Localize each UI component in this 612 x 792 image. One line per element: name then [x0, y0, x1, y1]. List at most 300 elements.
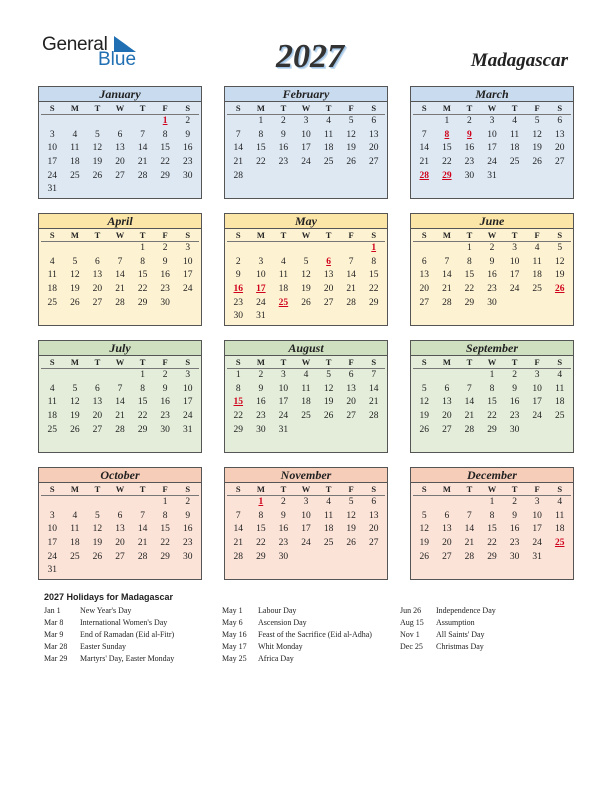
day-cell: 21	[464, 538, 475, 549]
day-cell: 23	[233, 297, 244, 308]
day-cell: 7	[235, 510, 241, 521]
holiday-date: Mar 8	[44, 618, 64, 627]
day-cell: 3	[303, 116, 309, 126]
day-cell: 17	[487, 143, 497, 154]
day-cell: 2	[281, 116, 286, 126]
day-cell: 22	[137, 411, 148, 422]
empty-cell	[436, 369, 459, 383]
day-cell: 19	[419, 411, 430, 422]
day-cell: 26	[346, 538, 356, 549]
month-name: October	[39, 468, 201, 483]
day-cell: 26	[70, 424, 80, 435]
month-name: January	[39, 87, 201, 102]
month-july	[38, 340, 202, 453]
month-name: July	[39, 341, 201, 356]
day-cell: 14	[346, 270, 356, 281]
holiday-name: Africa Day	[258, 654, 294, 663]
day-cell: 20	[368, 143, 379, 154]
weekday-header: T	[131, 356, 154, 369]
empty-cell	[295, 242, 318, 256]
day-cell: 20	[92, 284, 103, 295]
day-cell: 3	[258, 256, 264, 267]
day-cell: 10	[532, 510, 542, 521]
day-cell: 6	[557, 116, 563, 126]
day-grid	[225, 483, 387, 564]
day-cell: 18	[509, 143, 520, 154]
day-cell: 14	[233, 143, 244, 154]
holiday-day-cell: 25	[278, 297, 289, 308]
weekday-header: M	[250, 356, 273, 369]
day-cell: 6	[371, 116, 377, 126]
day-cell: 13	[442, 397, 452, 408]
holiday-day-cell: 1	[371, 243, 377, 253]
weekday-header: F	[526, 229, 549, 242]
day-cell: 13	[92, 397, 103, 408]
day-cell: 15	[256, 143, 266, 154]
day-cell: 6	[95, 256, 100, 267]
day-cell: 22	[487, 538, 497, 549]
day-cell: 7	[117, 383, 123, 394]
weekday-header: S	[362, 483, 385, 496]
day-cell: 12	[323, 383, 334, 394]
month-name: April	[39, 214, 201, 229]
day-cell: 8	[371, 256, 377, 267]
weekday-header: T	[503, 229, 526, 242]
empty-cell	[86, 242, 109, 256]
day-cell: 29	[137, 424, 148, 435]
day-cell: 14	[137, 143, 148, 154]
day-cell: 21	[233, 538, 244, 549]
day-cell: 27	[346, 411, 356, 422]
day-cell: 17	[509, 270, 520, 281]
day-grid	[39, 102, 201, 197]
day-cell: 13	[323, 270, 334, 281]
weekday-header: M	[436, 483, 459, 496]
holiday-column	[44, 605, 174, 665]
day-cell: 31	[532, 551, 542, 562]
day-cell: 15	[464, 270, 475, 281]
day-cell: 12	[70, 397, 80, 408]
month-name: August	[225, 341, 387, 356]
day-cell: 11	[509, 129, 520, 140]
holiday-day-cell: 15	[233, 397, 244, 408]
weekday-header: T	[503, 483, 526, 496]
empty-cell	[458, 369, 481, 383]
day-cell: 15	[487, 524, 497, 535]
day-cell: 5	[95, 129, 100, 140]
day-cell: 19	[70, 284, 80, 295]
day-cell: 4	[281, 256, 286, 267]
day-cell: 26	[323, 411, 334, 422]
day-cell: 17	[532, 397, 542, 408]
holiday-day-cell: 28	[419, 170, 430, 181]
weekday-header: W	[109, 483, 132, 496]
holiday-column	[400, 605, 496, 653]
day-cell: 27	[92, 297, 103, 308]
day-cell: 7	[140, 129, 145, 140]
day-cell: 17	[47, 157, 58, 168]
logo-blue-text: Blue	[98, 49, 137, 70]
weekday-header: M	[64, 229, 87, 242]
day-cell: 4	[534, 243, 540, 253]
day-cell: 6	[444, 510, 450, 521]
day-cell: 28	[137, 551, 148, 562]
day-cell: 23	[160, 284, 170, 295]
day-cell: 17	[532, 524, 542, 535]
day-cell: 24	[278, 411, 289, 422]
weekday-header: W	[481, 356, 504, 369]
day-cell: 23	[182, 157, 193, 168]
weekday-header: M	[250, 483, 273, 496]
day-cell: 20	[419, 284, 430, 295]
day-cell: 2	[185, 497, 191, 507]
day-cell: 20	[442, 538, 452, 549]
weekday-header: T	[131, 102, 154, 115]
day-cell: 12	[346, 129, 356, 140]
day-cell: 18	[301, 397, 311, 408]
day-cell: 31	[47, 565, 58, 576]
empty-cell	[131, 115, 154, 129]
day-cell: 3	[534, 370, 540, 380]
day-cell: 17	[301, 143, 311, 154]
day-cell: 22	[487, 411, 497, 422]
day-cell: 25	[47, 297, 58, 308]
day-cell: 18	[532, 270, 542, 281]
day-cell: 27	[92, 424, 103, 435]
day-cell: 3	[49, 510, 55, 521]
holidays-title: 2027 Holidays for Madagascar	[44, 592, 174, 602]
holiday-row	[400, 641, 496, 653]
day-cell: 1	[162, 497, 168, 507]
day-cell: 12	[92, 524, 103, 535]
day-cell: 16	[509, 397, 520, 408]
holiday-day-cell: 29	[442, 170, 452, 181]
holiday-row	[44, 641, 174, 653]
day-cell: 16	[487, 270, 497, 281]
day-cell: 26	[92, 551, 103, 562]
holiday-date: Dec 25	[400, 642, 423, 651]
day-cell: 30	[233, 311, 244, 322]
day-cell: 19	[92, 538, 103, 549]
weekday-header: S	[413, 229, 436, 242]
day-cell: 10	[47, 143, 58, 154]
weekday-header: S	[227, 483, 250, 496]
day-cell: 27	[115, 170, 125, 181]
weekday-header: T	[317, 229, 340, 242]
day-cell: 5	[72, 256, 78, 267]
day-cell: 25	[47, 424, 58, 435]
weekday-header: T	[458, 483, 481, 496]
weekday-header: F	[340, 229, 363, 242]
day-cell: 7	[421, 129, 427, 140]
day-cell: 2	[162, 243, 168, 253]
day-cell: 10	[487, 129, 497, 140]
day-cell: 10	[256, 270, 266, 281]
day-cell: 27	[419, 297, 430, 308]
day-cell: 9	[235, 270, 241, 281]
day-cell: 15	[160, 143, 170, 154]
day-cell: 22	[442, 157, 452, 168]
day-cell: 9	[512, 510, 517, 521]
day-cell: 31	[256, 311, 266, 322]
empty-cell	[413, 496, 436, 510]
day-cell: 3	[49, 129, 55, 140]
day-cell: 15	[137, 397, 148, 408]
day-cell: 20	[368, 524, 379, 535]
day-cell: 8	[467, 256, 472, 267]
day-cell: 16	[160, 397, 170, 408]
day-cell: 29	[137, 297, 148, 308]
holiday-row	[400, 617, 496, 629]
day-cell: 28	[346, 297, 356, 308]
day-cell: 28	[464, 424, 475, 435]
weekday-header: S	[176, 356, 199, 369]
weekday-header: F	[526, 483, 549, 496]
empty-cell	[86, 115, 109, 129]
weekday-header: T	[272, 102, 295, 115]
day-cell: 8	[140, 383, 145, 394]
day-cell: 17	[301, 524, 311, 535]
day-cell: 18	[47, 284, 58, 295]
day-cell: 11	[47, 270, 57, 281]
weekday-header: T	[86, 229, 109, 242]
weekday-header: M	[436, 229, 459, 242]
day-cell: 13	[554, 129, 565, 140]
day-cell: 27	[323, 297, 334, 308]
day-cell: 1	[444, 116, 450, 126]
day-cell: 13	[442, 524, 452, 535]
day-cell: 16	[509, 524, 520, 535]
day-cell: 7	[117, 256, 123, 267]
day-cell: 24	[509, 284, 520, 295]
day-cell: 22	[464, 284, 475, 295]
empty-cell	[64, 496, 87, 510]
month-october	[38, 467, 202, 580]
empty-cell	[436, 496, 459, 510]
day-grid	[39, 483, 201, 578]
day-cell: 18	[47, 411, 58, 422]
day-cell: 22	[137, 284, 148, 295]
day-cell: 24	[47, 551, 58, 562]
day-cell: 10	[301, 510, 311, 521]
day-cell: 23	[256, 411, 266, 422]
holiday-row	[222, 605, 372, 617]
day-cell: 29	[233, 424, 244, 435]
day-cell: 21	[419, 157, 430, 168]
empty-cell	[109, 115, 132, 129]
day-cell: 23	[160, 411, 170, 422]
day-cell: 24	[47, 170, 58, 181]
day-cell: 24	[301, 538, 311, 549]
day-cell: 17	[182, 270, 193, 281]
day-cell: 21	[137, 538, 148, 549]
weekday-header: F	[526, 356, 549, 369]
holiday-row	[44, 653, 174, 665]
weekday-header: S	[548, 229, 571, 242]
weekday-header: S	[176, 102, 199, 115]
day-cell: 11	[70, 524, 80, 535]
day-cell: 28	[233, 170, 244, 181]
weekday-header: S	[41, 102, 64, 115]
day-cell: 9	[185, 129, 191, 140]
day-cell: 4	[557, 370, 563, 380]
day-cell: 3	[489, 116, 495, 126]
weekday-header: T	[272, 483, 295, 496]
day-cell: 25	[323, 538, 334, 549]
weekday-header: S	[41, 483, 64, 496]
weekday-header: S	[227, 356, 250, 369]
weekday-header: T	[503, 102, 526, 115]
day-cell: 30	[278, 551, 289, 562]
day-cell: 19	[419, 538, 430, 549]
day-cell: 12	[92, 143, 103, 154]
day-cell: 27	[442, 424, 452, 435]
holiday-row	[222, 641, 372, 653]
day-cell: 28	[137, 170, 148, 181]
day-cell: 20	[115, 538, 125, 549]
day-cell: 8	[489, 510, 495, 521]
day-cell: 31	[47, 184, 58, 195]
day-cell: 2	[185, 116, 191, 126]
weekday-header: F	[154, 483, 177, 496]
day-cell: 29	[256, 551, 266, 562]
day-cell: 29	[160, 170, 170, 181]
weekday-header: M	[64, 356, 87, 369]
day-cell: 26	[419, 424, 430, 435]
weekday-header: T	[86, 102, 109, 115]
day-cell: 16	[160, 270, 170, 281]
day-cell: 27	[115, 551, 125, 562]
holiday-name: Christmas Day	[436, 642, 484, 651]
weekday-header: T	[458, 356, 481, 369]
weekday-header: T	[317, 356, 340, 369]
weekday-header: T	[458, 229, 481, 242]
day-cell: 30	[160, 297, 170, 308]
weekday-header: W	[295, 229, 318, 242]
weekday-header: T	[131, 483, 154, 496]
weekday-header: T	[317, 483, 340, 496]
day-cell: 9	[281, 510, 286, 521]
day-cell: 22	[256, 538, 266, 549]
day-cell: 28	[368, 411, 379, 422]
day-cell: 16	[464, 143, 475, 154]
weekday-header: M	[64, 102, 87, 115]
day-cell: 4	[303, 370, 309, 380]
day-cell: 23	[464, 157, 475, 168]
empty-cell	[458, 496, 481, 510]
day-cell: 31	[278, 424, 289, 435]
day-cell: 9	[281, 129, 286, 140]
day-cell: 12	[301, 270, 311, 281]
day-cell: 3	[185, 370, 191, 380]
weekday-header: W	[295, 102, 318, 115]
day-cell: 11	[301, 383, 311, 394]
empty-cell	[41, 242, 64, 256]
logo-general-text: General	[42, 34, 108, 55]
month-name: March	[411, 87, 573, 102]
day-cell: 1	[258, 116, 264, 126]
day-cell: 24	[532, 411, 542, 422]
holiday-name: New Year's Day	[80, 606, 132, 615]
holiday-row	[44, 605, 174, 617]
day-cell: 30	[509, 424, 520, 435]
day-cell: 27	[554, 157, 565, 168]
day-cell: 4	[72, 129, 78, 140]
weekday-header: S	[548, 102, 571, 115]
day-cell: 21	[115, 411, 125, 422]
empty-cell	[41, 115, 64, 129]
day-cell: 8	[162, 510, 168, 521]
day-cell: 14	[137, 524, 148, 535]
day-cell: 18	[554, 524, 565, 535]
day-cell: 27	[368, 538, 379, 549]
month-december	[410, 467, 574, 580]
holiday-name: Whit Monday	[258, 642, 303, 651]
day-cell: 11	[70, 143, 80, 154]
day-cell: 2	[467, 116, 472, 126]
empty-cell	[64, 369, 87, 383]
empty-cell	[317, 242, 340, 256]
holiday-row	[400, 605, 496, 617]
weekday-header: T	[272, 229, 295, 242]
weekday-header: M	[64, 483, 87, 496]
country-title: Madagascar	[470, 50, 568, 71]
day-cell: 24	[182, 411, 193, 422]
day-cell: 4	[49, 383, 55, 394]
day-cell: 11	[47, 397, 57, 408]
holiday-date: May 17	[222, 642, 247, 651]
holiday-row	[222, 653, 372, 665]
empty-cell	[86, 496, 109, 510]
day-cell: 8	[140, 256, 145, 267]
day-cell: 4	[72, 510, 78, 521]
day-cell: 3	[185, 243, 191, 253]
weekday-header: M	[250, 102, 273, 115]
day-cell: 5	[348, 497, 354, 507]
day-cell: 15	[137, 270, 148, 281]
empty-cell	[340, 242, 363, 256]
holiday-day-cell: 26	[554, 284, 565, 295]
day-cell: 13	[346, 383, 356, 394]
day-cell: 11	[278, 270, 288, 281]
day-cell: 26	[532, 157, 542, 168]
day-grid	[225, 102, 387, 183]
day-cell: 1	[140, 370, 145, 380]
day-cell: 5	[303, 256, 309, 267]
day-cell: 21	[464, 411, 475, 422]
day-cell: 7	[444, 256, 450, 267]
day-grid	[39, 356, 201, 437]
day-cell: 5	[326, 370, 331, 380]
day-cell: 22	[368, 284, 379, 295]
day-cell: 1	[489, 370, 495, 380]
day-cell: 5	[348, 116, 354, 126]
empty-cell	[109, 496, 132, 510]
empty-cell	[131, 496, 154, 510]
day-cell: 29	[487, 424, 497, 435]
day-cell: 1	[140, 243, 145, 253]
day-cell: 23	[509, 411, 520, 422]
weekday-header: W	[109, 102, 132, 115]
day-cell: 7	[348, 256, 354, 267]
day-cell: 4	[326, 497, 331, 507]
day-grid	[411, 356, 573, 437]
month-february	[224, 86, 388, 199]
month-may	[224, 213, 388, 326]
day-cell: 5	[95, 510, 100, 521]
month-april	[38, 213, 202, 326]
day-cell: 29	[368, 297, 379, 308]
